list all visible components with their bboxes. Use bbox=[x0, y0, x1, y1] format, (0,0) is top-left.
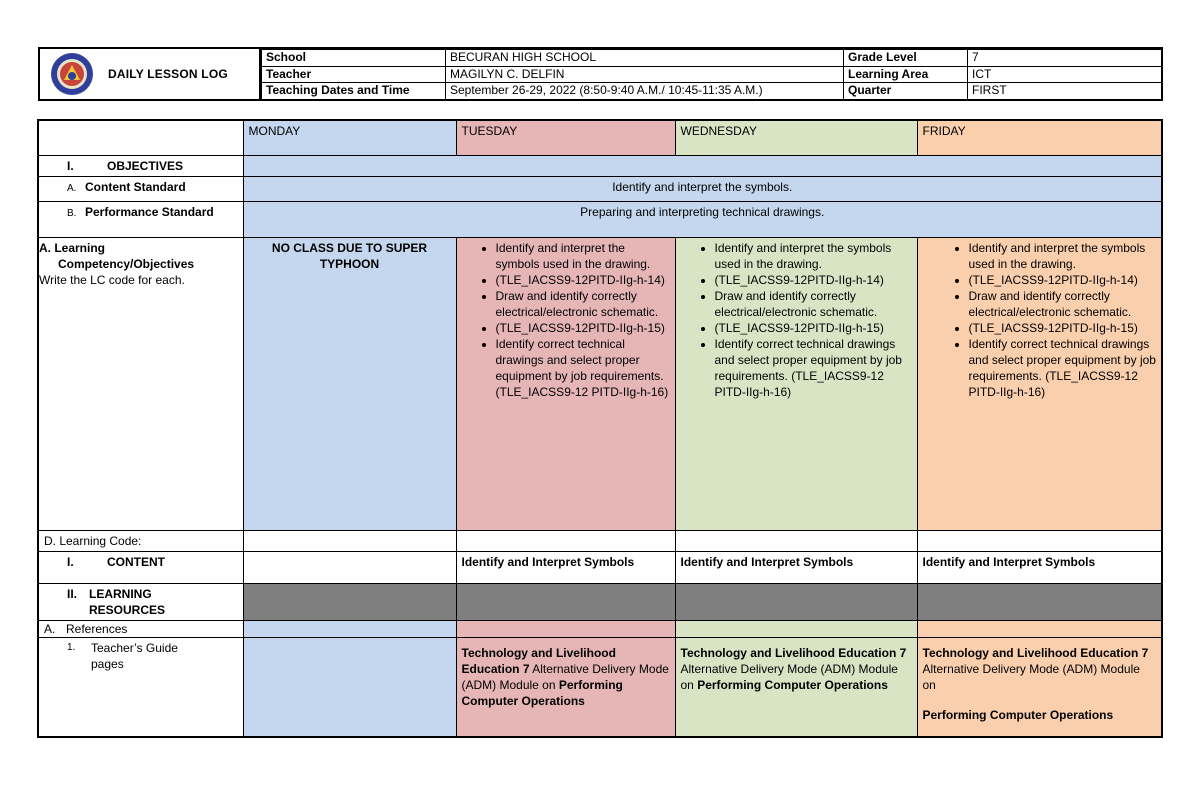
teachers-guide-tuesday bbox=[456, 637, 675, 737]
competency-item: • (TLE_IACSS9-12PITD-IIg-h-14) bbox=[496, 272, 670, 288]
logo-area bbox=[40, 49, 261, 99]
competency-item: • Identify and interpret the symbols used in the drawing. bbox=[969, 240, 1157, 272]
competency-item: • Identify correct technical drawings and select proper equipment by job requirements. (TLE_IACSS9-12 PITD-IIg-h-16) bbox=[969, 336, 1157, 400]
references-wednesday bbox=[675, 620, 917, 637]
performance-standard-value: Preparing and interpreting technical drawings. bbox=[243, 201, 1162, 237]
competency-item: • (TLE_IACSS9-12PITD-IIg-h-14) bbox=[969, 272, 1157, 288]
learning-code-row bbox=[38, 530, 1162, 551]
learning-competency-title-a: A. Learning bbox=[39, 240, 106, 255]
teachers-guide-row bbox=[38, 637, 1162, 737]
objectives-label bbox=[38, 155, 243, 176]
day-friday: FRIDAY bbox=[917, 120, 1162, 155]
learning-area-value: ICT bbox=[968, 66, 1162, 83]
content-row bbox=[38, 551, 1162, 583]
learning-code-label: D. Learning Code: bbox=[38, 530, 243, 551]
teachers-guide-label bbox=[38, 637, 243, 737]
lesson-grid bbox=[37, 119, 1163, 738]
header-row bbox=[262, 83, 1162, 100]
references-monday bbox=[243, 620, 456, 637]
log-title: DAILY LESSON LOG bbox=[108, 67, 228, 81]
tg-text: Alternative Delivery Mode (ADM) Module on bbox=[680, 661, 898, 692]
content-standard-value: Identify and interpret the symbols. bbox=[243, 176, 1162, 201]
competency-item: • (TLE_IACSS9-12PITD-IIg-h-15) bbox=[496, 320, 670, 336]
content-label bbox=[38, 551, 243, 583]
content-standard-letter: A. bbox=[67, 182, 77, 194]
content-friday: Identify and Interpret Symbols bbox=[917, 551, 1162, 583]
learning-competency-note: Write the LC code for each. bbox=[39, 272, 185, 287]
resources-tuesday bbox=[456, 583, 675, 620]
competency-item: • (TLE_IACSS9-12PITD-IIg-h-14) bbox=[715, 272, 912, 288]
tg-text: Alternative Delivery Mode (ADM) Module on bbox=[461, 661, 669, 692]
content-monday bbox=[243, 551, 456, 583]
objectives-fill bbox=[243, 155, 1162, 176]
objectives-row bbox=[38, 155, 1162, 176]
learning-code-wednesday bbox=[675, 530, 917, 551]
teachers-guide-friday bbox=[917, 637, 1162, 737]
content-text: CONTENT bbox=[107, 554, 165, 569]
tg-bold-title: Technology and Livelihood Education 7 bbox=[680, 645, 907, 660]
friday-competencies bbox=[917, 237, 1162, 530]
competency-item: • Identify and interpret the symbols used in the drawing. bbox=[715, 240, 912, 272]
competency-item: • Identify and interpret the symbols used in the drawing. bbox=[496, 240, 670, 272]
learning-code-monday bbox=[243, 530, 456, 551]
tg-bold-module: Performing Computer Operations bbox=[922, 707, 1114, 722]
tg-bold-module: Performing Computer Operations bbox=[697, 677, 888, 692]
learning-resources-label bbox=[38, 583, 243, 620]
performance-standard-text: Performance Standard bbox=[85, 204, 214, 219]
friday-competency-list bbox=[923, 240, 1157, 400]
competency-item: • Identify correct technical drawings and select proper equipment by job requirements. (TLE_IACSS9-12 PITD-IIg-h-16) bbox=[715, 336, 912, 400]
references-tuesday bbox=[456, 620, 675, 637]
resources-friday bbox=[917, 583, 1162, 620]
teachers-guide-number: 1. bbox=[67, 641, 76, 653]
teachers-guide-text: Teacher’s Guide pages bbox=[91, 640, 178, 671]
resources-wednesday bbox=[675, 583, 917, 620]
wednesday-competencies bbox=[675, 237, 917, 530]
deped-seal-icon bbox=[50, 52, 94, 96]
day-header-row bbox=[38, 120, 1162, 155]
content-standard-row bbox=[38, 176, 1162, 201]
teachers-guide-wednesday bbox=[675, 637, 917, 737]
lesson-log-header bbox=[38, 47, 1163, 101]
school-value: BECURAN HIGH SCHOOL bbox=[446, 50, 844, 67]
learning-competency-label bbox=[38, 237, 243, 530]
teachers-guide-monday bbox=[243, 637, 456, 737]
quarter-value: FIRST bbox=[968, 83, 1162, 100]
references-letter: A. bbox=[44, 621, 56, 636]
learning-code-tuesday bbox=[456, 530, 675, 551]
learning-area-label: Learning Area bbox=[844, 66, 968, 83]
header-info-table bbox=[261, 49, 1162, 100]
dates-value: September 26-29, 2022 (8:50-9:40 A.M./ 10:45-11:35 A.M.) bbox=[446, 83, 844, 100]
learning-competency-title-b: Competency/Objectives bbox=[58, 256, 195, 271]
learning-code-friday bbox=[917, 530, 1162, 551]
dates-label: Teaching Dates and Time bbox=[262, 83, 446, 100]
header-row bbox=[262, 50, 1162, 67]
tg-bold-module: Performing Computer Operations bbox=[461, 677, 623, 708]
content-wednesday: Identify and Interpret Symbols bbox=[675, 551, 917, 583]
objectives-number: I. bbox=[67, 158, 74, 173]
competency-item: • (TLE_IACSS9-12PITD-IIg-h-15) bbox=[715, 320, 912, 336]
references-text: References bbox=[66, 621, 128, 636]
grade-level-value: 7 bbox=[968, 50, 1162, 67]
teacher-label: Teacher bbox=[262, 66, 446, 83]
content-standard-text: Content Standard bbox=[85, 179, 186, 194]
wednesday-competency-list bbox=[681, 240, 912, 400]
day-tuesday: TUESDAY bbox=[456, 120, 675, 155]
competency-item: • Identify correct technical drawings and select proper equipment by job requirements. (TLE_IACSS9-12 PITD-IIg-h-16) bbox=[496, 336, 670, 400]
tuesday-competency-list bbox=[462, 240, 670, 400]
objectives-text: OBJECTIVES bbox=[107, 158, 184, 173]
content-number: I. bbox=[67, 554, 74, 569]
header-row bbox=[262, 66, 1162, 83]
learning-resources-text: LEARNING RESOURCES bbox=[89, 586, 166, 617]
monday-no-class: NO CLASS DUE TO SUPER TYPHOON bbox=[243, 237, 456, 530]
tg-text: Alternative Delivery Mode (ADM) Module on bbox=[922, 661, 1140, 692]
resources-monday bbox=[243, 583, 456, 620]
references-row bbox=[38, 620, 1162, 637]
day-monday: MONDAY bbox=[243, 120, 456, 155]
content-standard-label bbox=[38, 176, 243, 201]
tuesday-competencies bbox=[456, 237, 675, 530]
performance-standard-label bbox=[38, 201, 243, 237]
learning-resources-number: II. bbox=[67, 586, 78, 601]
teacher-value: MAGILYN C. DELFIN bbox=[446, 66, 844, 83]
day-wednesday: WEDNESDAY bbox=[675, 120, 917, 155]
references-friday bbox=[917, 620, 1162, 637]
learning-competency-row bbox=[38, 237, 1162, 530]
learning-resources-row bbox=[38, 583, 1162, 620]
tg-bold-title: Technology and Livelihood Education 7 bbox=[461, 645, 616, 676]
corner-cell bbox=[38, 120, 243, 155]
competency-item: • Draw and identify correctly electrical/electronic schematic. bbox=[496, 288, 670, 320]
performance-standard-row bbox=[38, 201, 1162, 237]
competency-item: • (TLE_IACSS9-12PITD-IIg-h-15) bbox=[969, 320, 1157, 336]
tg-bold-title: Technology and Livelihood Education 7 bbox=[922, 645, 1149, 660]
competency-item: • Draw and identify correctly electrical/electronic schematic. bbox=[969, 288, 1157, 320]
quarter-label: Quarter bbox=[844, 83, 968, 100]
competency-item: • Draw and identify correctly electrical/electronic schematic. bbox=[715, 288, 912, 320]
grade-level-label: Grade Level bbox=[844, 50, 968, 67]
content-tuesday: Identify and Interpret Symbols bbox=[456, 551, 675, 583]
performance-standard-letter: B. bbox=[67, 207, 77, 219]
school-label: School bbox=[262, 50, 446, 67]
references-label bbox=[38, 620, 243, 637]
